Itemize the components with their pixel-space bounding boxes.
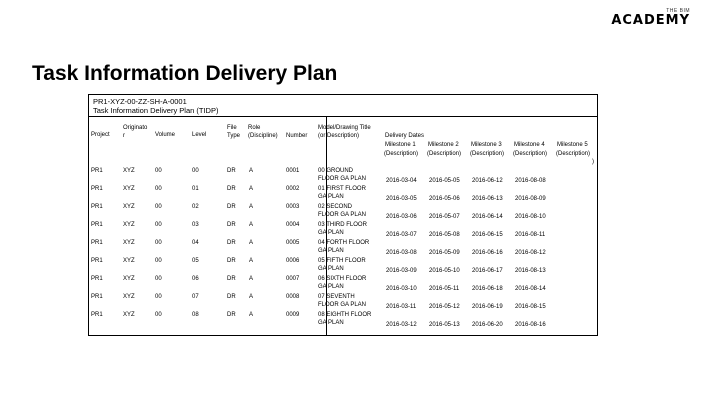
cell-project: PR1 — [91, 276, 103, 282]
cell-number: 0001 — [286, 168, 300, 174]
header-milestone-1-description: (Description) — [384, 151, 419, 157]
header-delivery-dates: Delivery Dates — [385, 133, 425, 139]
cell-milestone-1-date: 2016-03-09 — [386, 268, 417, 274]
brand-tagline: THE BIM — [666, 8, 690, 14]
cell-volume: 00 — [155, 258, 162, 264]
brand-logo — [611, 8, 690, 27]
header-number: Number — [286, 133, 308, 139]
cell-file-type: DR — [227, 240, 236, 246]
cell-milestone-2-date: 2016-05-06 — [429, 196, 460, 202]
cell-role: A — [249, 294, 254, 300]
header-role: Role — [248, 125, 261, 131]
cell-file-type: DR — [227, 294, 236, 300]
header-milestone-1: Milestone 1 — [385, 142, 416, 148]
header-title: Model/Drawing Title — [318, 125, 371, 131]
header-level: Level — [192, 132, 207, 138]
cell-milestone-3-date: 2016-06-20 — [472, 322, 503, 328]
cell-milestone-2-date: 2016-05-13 — [429, 322, 460, 328]
cell-milestone-4-date: 2016-08-11 — [515, 232, 546, 238]
cell-milestone-4-date: 2016-08-16 — [515, 322, 546, 328]
cell-level: 05 — [192, 258, 199, 264]
cell-milestone-4-date: 2016-08-12 — [515, 250, 546, 256]
cell-milestone-3-date: 2016-06-14 — [472, 214, 503, 220]
cell-number: 0008 — [286, 294, 300, 300]
cell-project: PR1 — [91, 168, 103, 174]
cell-title-line: FLOOR GA PLAN — [318, 212, 367, 218]
cell-project: PR1 — [91, 312, 103, 318]
cell-title-line: 08 EIGHTH FLOOR — [318, 312, 372, 318]
header-milestone-4-description: (Description) — [513, 151, 548, 157]
cell-title-line: 07 SEVENTH — [318, 294, 355, 300]
cell-title-line: 03 THIRD FLOOR — [318, 222, 367, 228]
cell-milestone-2-date: 2016-05-12 — [429, 304, 460, 310]
cell-volume: 00 — [155, 222, 162, 228]
header-milestone-5: Milestone 5 — [557, 142, 588, 148]
cell-volume: 00 — [155, 204, 162, 210]
cell-role: A — [249, 168, 254, 174]
header-volume: Volume — [155, 132, 176, 138]
cell-milestone-4-date: 2016-08-14 — [515, 286, 546, 292]
header-milestone-2: Milestone 2 — [428, 142, 459, 148]
cell-title-line: 00 GROUND — [318, 168, 354, 174]
cell-file-type: DR — [227, 222, 236, 228]
header-milestone-2-description: (Description) — [427, 151, 462, 157]
cell-title-line: 06 SIXTH FLOOR — [318, 276, 367, 282]
cell-project: PR1 — [91, 186, 103, 192]
cell-milestone-2-date: 2016-05-11 — [429, 286, 460, 292]
header-file-type-2: Type — [227, 133, 241, 139]
cell-title-line: FLOOR GA PLAN — [318, 176, 367, 182]
tidp-sheet — [88, 94, 598, 336]
cell-milestone-3-date: 2016-06-12 — [472, 178, 503, 184]
cell-milestone-1-date: 2016-03-04 — [386, 178, 417, 184]
cell-milestone-3-date: 2016-06-13 — [472, 196, 503, 202]
cell-milestone-3-date: 2016-06-18 — [472, 286, 503, 292]
cell-originator: XYZ — [123, 276, 135, 282]
header-milestone-4: Milestone 4 — [514, 142, 545, 148]
cell-volume: 00 — [155, 312, 162, 318]
cell-title-line: GA PLAN — [318, 248, 344, 254]
cell-number: 0002 — [286, 186, 300, 192]
cell-role: A — [249, 276, 254, 282]
cell-title-line: 04 FORTH FLOOR — [318, 240, 370, 246]
cell-role: A — [249, 258, 254, 264]
cell-role: A — [249, 186, 254, 192]
header-divider — [89, 116, 597, 117]
document-code: PR1-XYZ-00-ZZ-SH-A-0001 — [93, 97, 187, 106]
cell-milestone-4-date: 2016-08-15 — [515, 304, 546, 310]
cell-milestone-1-date: 2016-03-08 — [386, 250, 417, 256]
cell-milestone-2-date: 2016-05-10 — [429, 268, 460, 274]
cell-number: 0006 — [286, 258, 300, 264]
cell-volume: 00 — [155, 168, 162, 174]
page-title: Task Information Delivery Plan — [32, 62, 338, 85]
cell-milestone-1-date: 2016-03-12 — [386, 322, 417, 328]
cell-file-type: DR — [227, 168, 236, 174]
cell-milestone-1-date: 2016-03-11 — [386, 304, 417, 310]
cell-milestone-1-date: 2016-03-05 — [386, 196, 417, 202]
cell-milestone-3-date: 2016-06-15 — [472, 232, 503, 238]
header-title-2: (or Description) — [318, 133, 360, 139]
cell-milestone-1-date: 2016-03-06 — [386, 214, 417, 220]
cell-title-line: FLOOR GA PLAN — [318, 302, 367, 308]
cell-number: 0009 — [286, 312, 300, 318]
header-milestone-5-description: (Description) — [556, 151, 591, 157]
cell-milestone-2-date: 2016-05-05 — [429, 178, 460, 184]
cell-originator: XYZ — [123, 312, 135, 318]
cell-role: A — [249, 204, 254, 210]
cell-title-line: 02 SECOND — [318, 204, 353, 210]
cell-project: PR1 — [91, 222, 103, 228]
cell-file-type: DR — [227, 312, 236, 318]
cell-level: 07 — [192, 294, 199, 300]
cell-milestone-2-date: 2016-05-08 — [429, 232, 460, 238]
cell-milestone-3-date: 2016-06-19 — [472, 304, 503, 310]
cell-milestone-4-date: 2016-08-08 — [515, 178, 546, 184]
cell-file-type: DR — [227, 204, 236, 210]
cell-title-line: GA PLAN — [318, 194, 344, 200]
cell-milestone-2-date: 2016-05-07 — [429, 214, 460, 220]
cell-level: 00 — [192, 168, 199, 174]
cell-originator: XYZ — [123, 186, 135, 192]
cell-milestone-1-date: 2016-03-07 — [386, 232, 417, 238]
cell-title-line: GA PLAN — [318, 230, 344, 236]
cell-title-line: GA PLAN — [318, 266, 344, 272]
cell-originator: XYZ — [123, 258, 135, 264]
cell-milestone-3-date: 2016-06-17 — [472, 268, 503, 274]
cell-project: PR1 — [91, 204, 103, 210]
cell-project: PR1 — [91, 240, 103, 246]
cell-volume: 00 — [155, 294, 162, 300]
cell-project: PR1 — [91, 258, 103, 264]
cell-role: A — [249, 312, 254, 318]
header-milestone-3: Milestone 3 — [471, 142, 502, 148]
cell-number: 0003 — [286, 204, 300, 210]
cell-file-type: DR — [227, 276, 236, 282]
header-milestone-3-description: (Description) — [470, 151, 505, 157]
cell-originator: XYZ — [123, 240, 135, 246]
header-originator-tail: r — [123, 133, 125, 139]
cell-milestone-3-date: 2016-06-16 — [472, 250, 503, 256]
cell-level: 01 — [192, 186, 199, 192]
cell-level: 04 — [192, 240, 199, 246]
document-header — [93, 97, 218, 115]
cell-number: 0007 — [286, 276, 300, 282]
cell-title-line: GA PLAN — [318, 320, 344, 326]
cell-originator: XYZ — [123, 168, 135, 174]
cell-file-type: DR — [227, 258, 236, 264]
cell-title-line: GA PLAN — [318, 284, 344, 290]
cell-level: 06 — [192, 276, 199, 282]
header-project: Project — [91, 132, 110, 138]
cell-number: 0005 — [286, 240, 300, 246]
cell-milestone-1-date: 2016-03-10 — [386, 286, 417, 292]
header-originator: Originato — [123, 125, 148, 131]
cell-originator: XYZ — [123, 204, 135, 210]
cell-milestone-4-date: 2016-08-10 — [515, 214, 546, 220]
header-role-2: (Discipline) — [248, 133, 278, 139]
header-milestone-desc-tail: ) — [592, 159, 594, 165]
document-name: Task Information Delivery Plan (TIDP) — [93, 106, 219, 115]
cell-milestone-4-date: 2016-08-13 — [515, 268, 546, 274]
cell-role: A — [249, 222, 254, 228]
cell-role: A — [249, 240, 254, 246]
cell-originator: XYZ — [123, 222, 135, 228]
header-file-type: File — [227, 125, 237, 131]
cell-volume: 00 — [155, 276, 162, 282]
cell-level: 03 — [192, 222, 199, 228]
cell-volume: 00 — [155, 240, 162, 246]
cell-title-line: 01 FIRST FLOOR — [318, 186, 366, 192]
cell-file-type: DR — [227, 186, 236, 192]
cell-title-line: 05 FIFTH FLOOR — [318, 258, 366, 264]
cell-level: 02 — [192, 204, 199, 210]
cell-number: 0004 — [286, 222, 300, 228]
cell-milestone-2-date: 2016-05-09 — [429, 250, 460, 256]
brand-name: ACADEMY — [611, 13, 690, 28]
cell-level: 08 — [192, 312, 199, 318]
cell-volume: 00 — [155, 186, 162, 192]
cell-milestone-4-date: 2016-08-09 — [515, 196, 546, 202]
cell-originator: XYZ — [123, 294, 135, 300]
cell-project: PR1 — [91, 294, 103, 300]
